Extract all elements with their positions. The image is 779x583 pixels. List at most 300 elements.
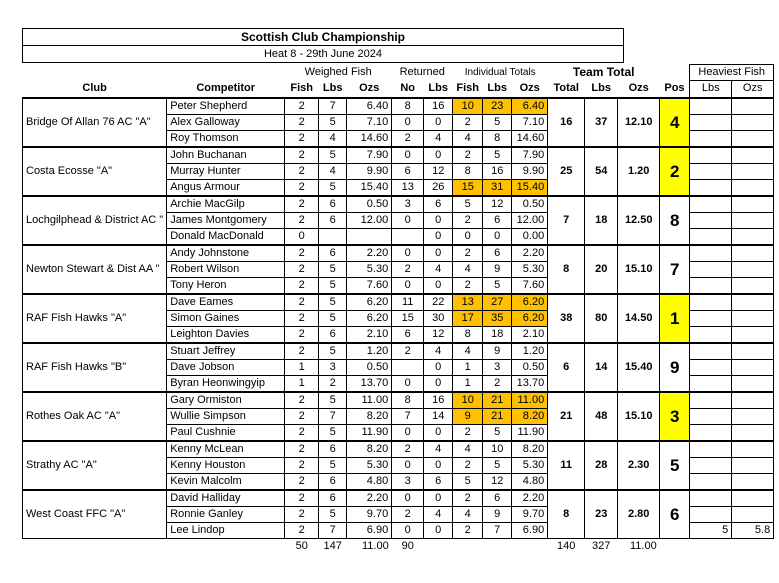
individual-fish: 5 — [453, 196, 483, 213]
team-lbs: 48 — [585, 392, 618, 441]
competitor-name: Donald MacDonald — [167, 228, 285, 245]
table-row — [23, 441, 774, 458]
weighed-lbs: 7 — [319, 522, 347, 538]
individual-lbs: 16 — [483, 163, 512, 179]
individual-ozs: 6.40 — [512, 98, 548, 115]
heaviest-fish-lbs — [690, 228, 732, 245]
weighed-fish: 2 — [285, 130, 319, 147]
individual-fish: 2 — [453, 424, 483, 441]
competitor-name: Murray Hunter — [167, 163, 285, 179]
weighed-lbs: 4 — [319, 130, 347, 147]
heaviest-fish-lbs — [690, 212, 732, 228]
returned-lbs: 26 — [424, 179, 453, 196]
heaviest-fish-lbs — [690, 130, 732, 147]
returned-no: 3 — [392, 196, 424, 213]
individual-fish: 1 — [453, 359, 483, 375]
position-badge: 8 — [660, 196, 690, 245]
team-lbs: 28 — [585, 441, 618, 490]
returned-no: 2 — [392, 261, 424, 277]
empty-cell — [512, 538, 548, 554]
header-row-columns — [23, 81, 774, 98]
pos-col-header: Pos — [664, 82, 685, 94]
returned-no: 0 — [392, 424, 424, 441]
heaviest-fish-ozs — [732, 490, 774, 507]
empty-cell — [483, 538, 512, 554]
heaviest-fish-ozs — [732, 343, 774, 360]
weighed-fish: 2 — [285, 261, 319, 277]
position-badge: 2 — [660, 147, 690, 196]
individual-fish: 2 — [453, 147, 483, 164]
individual-lbs: 8 — [483, 130, 512, 147]
individual-lbs: 23 — [483, 98, 512, 115]
returned-lbs: 0 — [424, 490, 453, 507]
team-ozs: 15.10 — [618, 245, 660, 294]
hf-ozs-col-header: Ozs — [732, 81, 774, 98]
individual-fish: 2 — [453, 212, 483, 228]
weighed-ozs: 6.40 — [347, 98, 392, 115]
heaviest-fish-lbs — [690, 441, 732, 458]
competitor-name: Gary Ormiston — [167, 392, 285, 409]
competitor-name: Paul Cushnie — [167, 424, 285, 441]
competitor-name: Archie MacGilp — [167, 196, 285, 213]
competitor-name: Andy Johnstone — [167, 245, 285, 262]
header-row-groups — [23, 65, 774, 81]
weighed-fish: 2 — [285, 163, 319, 179]
weighed-fish: 2 — [285, 392, 319, 409]
heaviest-fish-ozs — [732, 506, 774, 522]
individual-ozs: 2.10 — [512, 326, 548, 343]
individual-lbs: 5 — [483, 147, 512, 164]
returned-lbs: 12 — [424, 326, 453, 343]
empty-cell — [424, 538, 453, 554]
team-total: 8 — [548, 490, 585, 539]
club-name: Lochgilphead & District AC " — [23, 196, 167, 245]
returned-lbs: 16 — [424, 392, 453, 409]
heaviest-fish-lbs: 5 — [690, 522, 732, 538]
competitor-name: Ronnie Ganley — [167, 506, 285, 522]
returned-no: 6 — [392, 326, 424, 343]
team-lbs: 37 — [585, 98, 618, 147]
weighed-fish-header: Weighed Fish — [304, 66, 372, 78]
team-total: 38 — [548, 294, 585, 343]
weighed-fish: 2 — [285, 114, 319, 130]
returned-lbs: 14 — [424, 408, 453, 424]
individual-lbs: 0 — [483, 228, 512, 245]
club-name: Strathy AC "A" — [23, 441, 167, 490]
heaviest-fish-lbs — [690, 375, 732, 392]
competitor-name: Kenny Houston — [167, 457, 285, 473]
team-ozs: 12.10 — [618, 98, 660, 147]
heaviest-fish-lbs — [690, 196, 732, 213]
club-name: Newton Stewart & Dist AA " — [23, 245, 167, 294]
weighed-ozs: 9.90 — [347, 163, 392, 179]
individual-fish: 15 — [453, 179, 483, 196]
returned-no: 2 — [392, 441, 424, 458]
team-total: 25 — [548, 147, 585, 196]
individual-lbs: 5 — [483, 114, 512, 130]
heaviest-fish-ozs — [732, 196, 774, 213]
competitor-name: Kenny McLean — [167, 441, 285, 458]
table-row — [23, 245, 774, 262]
returned-lbs: 4 — [424, 343, 453, 360]
weighed-lbs: 5 — [319, 310, 347, 326]
returned-lbs: 4 — [424, 261, 453, 277]
club-name: Rothes Oak AC "A" — [23, 392, 167, 441]
weighed-lbs: 6 — [319, 441, 347, 458]
individual-lbs: 9 — [483, 343, 512, 360]
heaviest-fish-ozs — [732, 277, 774, 294]
returned-no: 0 — [392, 522, 424, 538]
individual-fish: 4 — [453, 261, 483, 277]
individual-fish: 2 — [453, 277, 483, 294]
team-ozs: 14.50 — [618, 294, 660, 343]
returned-no: 2 — [392, 130, 424, 147]
weighed-ozs: 6.20 — [347, 294, 392, 311]
competitor-name: David Halliday — [167, 490, 285, 507]
weighed-lbs: 5 — [319, 277, 347, 294]
heaviest-fish-lbs — [690, 506, 732, 522]
weighed-fish: 2 — [285, 343, 319, 360]
individual-fish: 2 — [453, 490, 483, 507]
individual-lbs: 6 — [483, 212, 512, 228]
weighed-lbs: 6 — [319, 212, 347, 228]
individual-fish: 2 — [453, 522, 483, 538]
weighed-lbs: 5 — [319, 114, 347, 130]
returned-lbs: 0 — [424, 245, 453, 262]
hf-lbs-col-header: Lbs — [690, 81, 732, 98]
individual-ozs: 0.50 — [512, 196, 548, 213]
individual-fish: 8 — [453, 326, 483, 343]
team-total: 7 — [548, 196, 585, 245]
heaviest-fish-lbs — [690, 245, 732, 262]
weighed-lbs: 5 — [319, 261, 347, 277]
team-lbs: 80 — [585, 294, 618, 343]
weighed-ozs: 7.60 — [347, 277, 392, 294]
individual-ozs: 0.00 — [512, 228, 548, 245]
weighed-fish: 2 — [285, 522, 319, 538]
heaviest-fish-lbs — [690, 457, 732, 473]
heaviest-fish-lbs — [690, 147, 732, 164]
weighed-ozs: 2.10 — [347, 326, 392, 343]
heaviest-fish-lbs — [690, 473, 732, 490]
weighed-fish: 2 — [285, 179, 319, 196]
grand-team-ozs: 11.00 — [629, 539, 657, 552]
returned-lbs: 6 — [424, 473, 453, 490]
weighed-ozs: 0.50 — [347, 359, 392, 375]
team-total: 16 — [548, 98, 585, 147]
returned-no: 2 — [392, 506, 424, 522]
empty-cell — [453, 538, 483, 554]
weighed-ozs: 12.00 — [347, 212, 392, 228]
empty-cell — [660, 538, 690, 554]
heaviest-fish-lbs — [690, 179, 732, 196]
table-row — [23, 98, 774, 115]
returned-lbs: 0 — [424, 522, 453, 538]
individual-fish: 4 — [453, 441, 483, 458]
individual-ozs: 9.70 — [512, 506, 548, 522]
heaviest-fish-lbs — [690, 490, 732, 507]
heaviest-fish-header: Heaviest Fish — [690, 65, 774, 81]
weighed-ozs: 7.10 — [347, 114, 392, 130]
individual-ozs: 13.70 — [512, 375, 548, 392]
total-lbs: 147 — [323, 539, 342, 552]
competitor-name: Tony Heron — [167, 277, 285, 294]
team-total-col-header: Total — [553, 82, 579, 94]
individual-lbs: 21 — [483, 408, 512, 424]
team-total-header: Team Total — [572, 65, 635, 79]
individual-lbs: 9 — [483, 506, 512, 522]
heaviest-fish-lbs — [690, 424, 732, 441]
weighed-ozs: 8.20 — [347, 441, 392, 458]
team-total: 11 — [548, 441, 585, 490]
heaviest-fish-ozs — [732, 294, 774, 311]
individual-fish: 5 — [453, 473, 483, 490]
individual-ozs: 4.80 — [512, 473, 548, 490]
returned-lbs: 0 — [424, 228, 453, 245]
returned-no: 0 — [392, 212, 424, 228]
position-badge: 9 — [660, 343, 690, 392]
individual-lbs: 12 — [483, 196, 512, 213]
weighed-ozs: 1.20 — [347, 343, 392, 360]
table-row — [23, 343, 774, 360]
heaviest-fish-ozs — [732, 98, 774, 115]
weighed-fish: 2 — [285, 424, 319, 441]
individual-fish: 9 — [453, 408, 483, 424]
returned-lbs-col-header: Lbs — [428, 82, 448, 94]
table-row — [23, 196, 774, 213]
team-lbs: 20 — [585, 245, 618, 294]
weighed-lbs: 5 — [319, 392, 347, 409]
individual-ozs: 7.90 — [512, 147, 548, 164]
total-ozs: 11.00 — [361, 539, 389, 552]
results-table — [22, 64, 774, 554]
heaviest-fish-ozs — [732, 408, 774, 424]
returned-no: 0 — [392, 245, 424, 262]
weighed-fish: 2 — [285, 277, 319, 294]
returned-no: 6 — [392, 163, 424, 179]
returned-no: 8 — [392, 98, 424, 115]
team-ozs: 2.30 — [618, 441, 660, 490]
position-badge: 1 — [660, 294, 690, 343]
individual-ozs: 7.10 — [512, 114, 548, 130]
heaviest-fish-lbs — [690, 163, 732, 179]
returned-no: 0 — [392, 277, 424, 294]
weighed-lbs: 5 — [319, 424, 347, 441]
returned-no: 8 — [392, 392, 424, 409]
returned-no: 11 — [392, 294, 424, 311]
totals-row — [23, 538, 774, 554]
club-col-header: Club — [82, 82, 107, 94]
team-ozs: 15.40 — [618, 343, 660, 392]
weighed-fish: 2 — [285, 245, 319, 262]
individual-lbs: 5 — [483, 277, 512, 294]
individual-ozs: 9.90 — [512, 163, 548, 179]
team-lbs: 18 — [585, 196, 618, 245]
competitor-name: Alex Galloway — [167, 114, 285, 130]
heaviest-fish-ozs — [732, 245, 774, 262]
competitor-name: Dave Eames — [167, 294, 285, 311]
individual-lbs: 5 — [483, 424, 512, 441]
heaviest-fish-lbs — [690, 98, 732, 115]
heaviest-fish-ozs — [732, 212, 774, 228]
weighed-fish: 2 — [285, 441, 319, 458]
competitor-name: James Montgomery — [167, 212, 285, 228]
competitor-name: Lee Lindop — [167, 522, 285, 538]
team-lbs: 23 — [585, 490, 618, 539]
weighed-ozs: 11.90 — [347, 424, 392, 441]
weighed-ozs: 7.90 — [347, 147, 392, 164]
returned-lbs: 0 — [424, 212, 453, 228]
total-fish: 50 — [295, 539, 308, 552]
competitor-name: Dave Jobson — [167, 359, 285, 375]
team-total: 21 — [548, 392, 585, 441]
weighed-lbs: 6 — [319, 245, 347, 262]
weighed-fish: 2 — [285, 98, 319, 115]
heaviest-fish-ozs — [732, 326, 774, 343]
returned-no: 0 — [392, 457, 424, 473]
weighed-fish: 2 — [285, 212, 319, 228]
weighed-lbs: 5 — [319, 343, 347, 360]
weighed-fish: 2 — [285, 408, 319, 424]
returned-lbs: 0 — [424, 457, 453, 473]
individual-lbs: 10 — [483, 441, 512, 458]
returned-lbs: 6 — [424, 196, 453, 213]
weighed-ozs — [347, 228, 392, 245]
weighed-ozs: 6.20 — [347, 310, 392, 326]
individual-totals-header: Individual Totals — [464, 67, 536, 78]
individual-lbs: 2 — [483, 375, 512, 392]
individual-fish: 1 — [453, 375, 483, 392]
individual-fish: 10 — [453, 98, 483, 115]
club-name: RAF Fish Hawks "A" — [23, 294, 167, 343]
individual-ozs: 7.60 — [512, 277, 548, 294]
position-badge: 5 — [660, 441, 690, 490]
competitor-name: John Buchanan — [167, 147, 285, 164]
weighed-fish: 0 — [285, 228, 319, 245]
heaviest-fish-ozs — [732, 310, 774, 326]
position-badge: 4 — [660, 98, 690, 147]
returned-no: 0 — [392, 490, 424, 507]
individual-lbs: 6 — [483, 490, 512, 507]
heaviest-fish-ozs — [732, 179, 774, 196]
heaviest-fish-ozs — [732, 359, 774, 375]
team-ozs-col-header: Ozs — [628, 82, 649, 94]
page-title: Scottish Club Championship — [22, 28, 624, 46]
heaviest-fish-ozs — [732, 130, 774, 147]
individual-fish: 2 — [453, 245, 483, 262]
individual-fish: 17 — [453, 310, 483, 326]
table-row — [23, 147, 774, 164]
empty-cell — [23, 538, 167, 554]
heaviest-fish-lbs — [690, 359, 732, 375]
returned-lbs: 16 — [424, 98, 453, 115]
weighed-fish: 1 — [285, 359, 319, 375]
club-name: RAF Fish Hawks "B" — [23, 343, 167, 392]
individual-lbs: 6 — [483, 245, 512, 262]
competitor-name: Stuart Jeffrey — [167, 343, 285, 360]
returned-no: 0 — [392, 147, 424, 164]
returned-lbs: 4 — [424, 130, 453, 147]
individual-fish: 0 — [453, 228, 483, 245]
weighed-ozs: 9.70 — [347, 506, 392, 522]
weighed-fish: 2 — [285, 506, 319, 522]
weighed-lbs: 6 — [319, 473, 347, 490]
weighed-lbs: 5 — [319, 294, 347, 311]
heaviest-fish-ozs — [732, 114, 774, 130]
individual-ozs: 11.00 — [512, 392, 548, 409]
weighed-ozs: 6.90 — [347, 522, 392, 538]
weighed-lbs: 6 — [319, 490, 347, 507]
weighed-ozs: 8.20 — [347, 408, 392, 424]
weighed-fish: 1 — [285, 375, 319, 392]
returned-no: 7 — [392, 408, 424, 424]
team-total: 8 — [548, 245, 585, 294]
weighed-ozs: 2.20 — [347, 245, 392, 262]
weighed-lbs: 7 — [319, 98, 347, 115]
returned-header: Returned — [399, 66, 445, 78]
heaviest-fish-ozs — [732, 375, 774, 392]
ind-lbs-col-header: Lbs — [487, 82, 507, 94]
returned-lbs: 4 — [424, 441, 453, 458]
weighed-fish: 2 — [285, 457, 319, 473]
individual-fish: 4 — [453, 130, 483, 147]
competitor-name: Wullie Simpson — [167, 408, 285, 424]
heaviest-fish-ozs — [732, 228, 774, 245]
returned-no: 13 — [392, 179, 424, 196]
table-row — [23, 392, 774, 409]
returned-lbs: 0 — [424, 147, 453, 164]
grand-team-total: 140 — [557, 539, 576, 552]
heaviest-fish-lbs — [690, 392, 732, 409]
individual-lbs: 7 — [483, 522, 512, 538]
heaviest-fish-lbs — [690, 326, 732, 343]
weighed-lbs: 5 — [319, 457, 347, 473]
fish-col-header: Fish — [290, 82, 314, 94]
team-ozs: 15.10 — [618, 392, 660, 441]
individual-fish: 10 — [453, 392, 483, 409]
individual-lbs: 35 — [483, 310, 512, 326]
weighed-lbs: 2 — [319, 375, 347, 392]
empty-cell — [732, 538, 774, 554]
returned-no-col-header: No — [400, 82, 416, 94]
heaviest-fish-ozs — [732, 424, 774, 441]
competitor-name: Kevin Malcolm — [167, 473, 285, 490]
team-total: 6 — [548, 343, 585, 392]
weighed-fish: 2 — [285, 196, 319, 213]
weighed-fish: 2 — [285, 473, 319, 490]
individual-ozs: 12.00 — [512, 212, 548, 228]
club-name: West Coast FFC "A" — [23, 490, 167, 539]
heaviest-fish-lbs — [690, 261, 732, 277]
individual-ozs: 5.30 — [512, 261, 548, 277]
individual-ozs: 6.20 — [512, 294, 548, 311]
weighed-fish: 2 — [285, 326, 319, 343]
returned-lbs: 22 — [424, 294, 453, 311]
ind-fish-col-header: Fish — [456, 82, 480, 94]
grand-team-lbs: 327 — [592, 539, 611, 552]
team-ozs: 2.80 — [618, 490, 660, 539]
individual-ozs: 6.20 — [512, 310, 548, 326]
team-lbs: 14 — [585, 343, 618, 392]
weighed-lbs: 3 — [319, 359, 347, 375]
heaviest-fish-lbs — [690, 114, 732, 130]
ind-ozs-col-header: Ozs — [519, 82, 540, 94]
returned-lbs: 12 — [424, 163, 453, 179]
individual-lbs: 31 — [483, 179, 512, 196]
team-lbs-col-header: Lbs — [591, 82, 611, 94]
weighed-lbs — [319, 228, 347, 245]
team-ozs: 1.20 — [618, 147, 660, 196]
